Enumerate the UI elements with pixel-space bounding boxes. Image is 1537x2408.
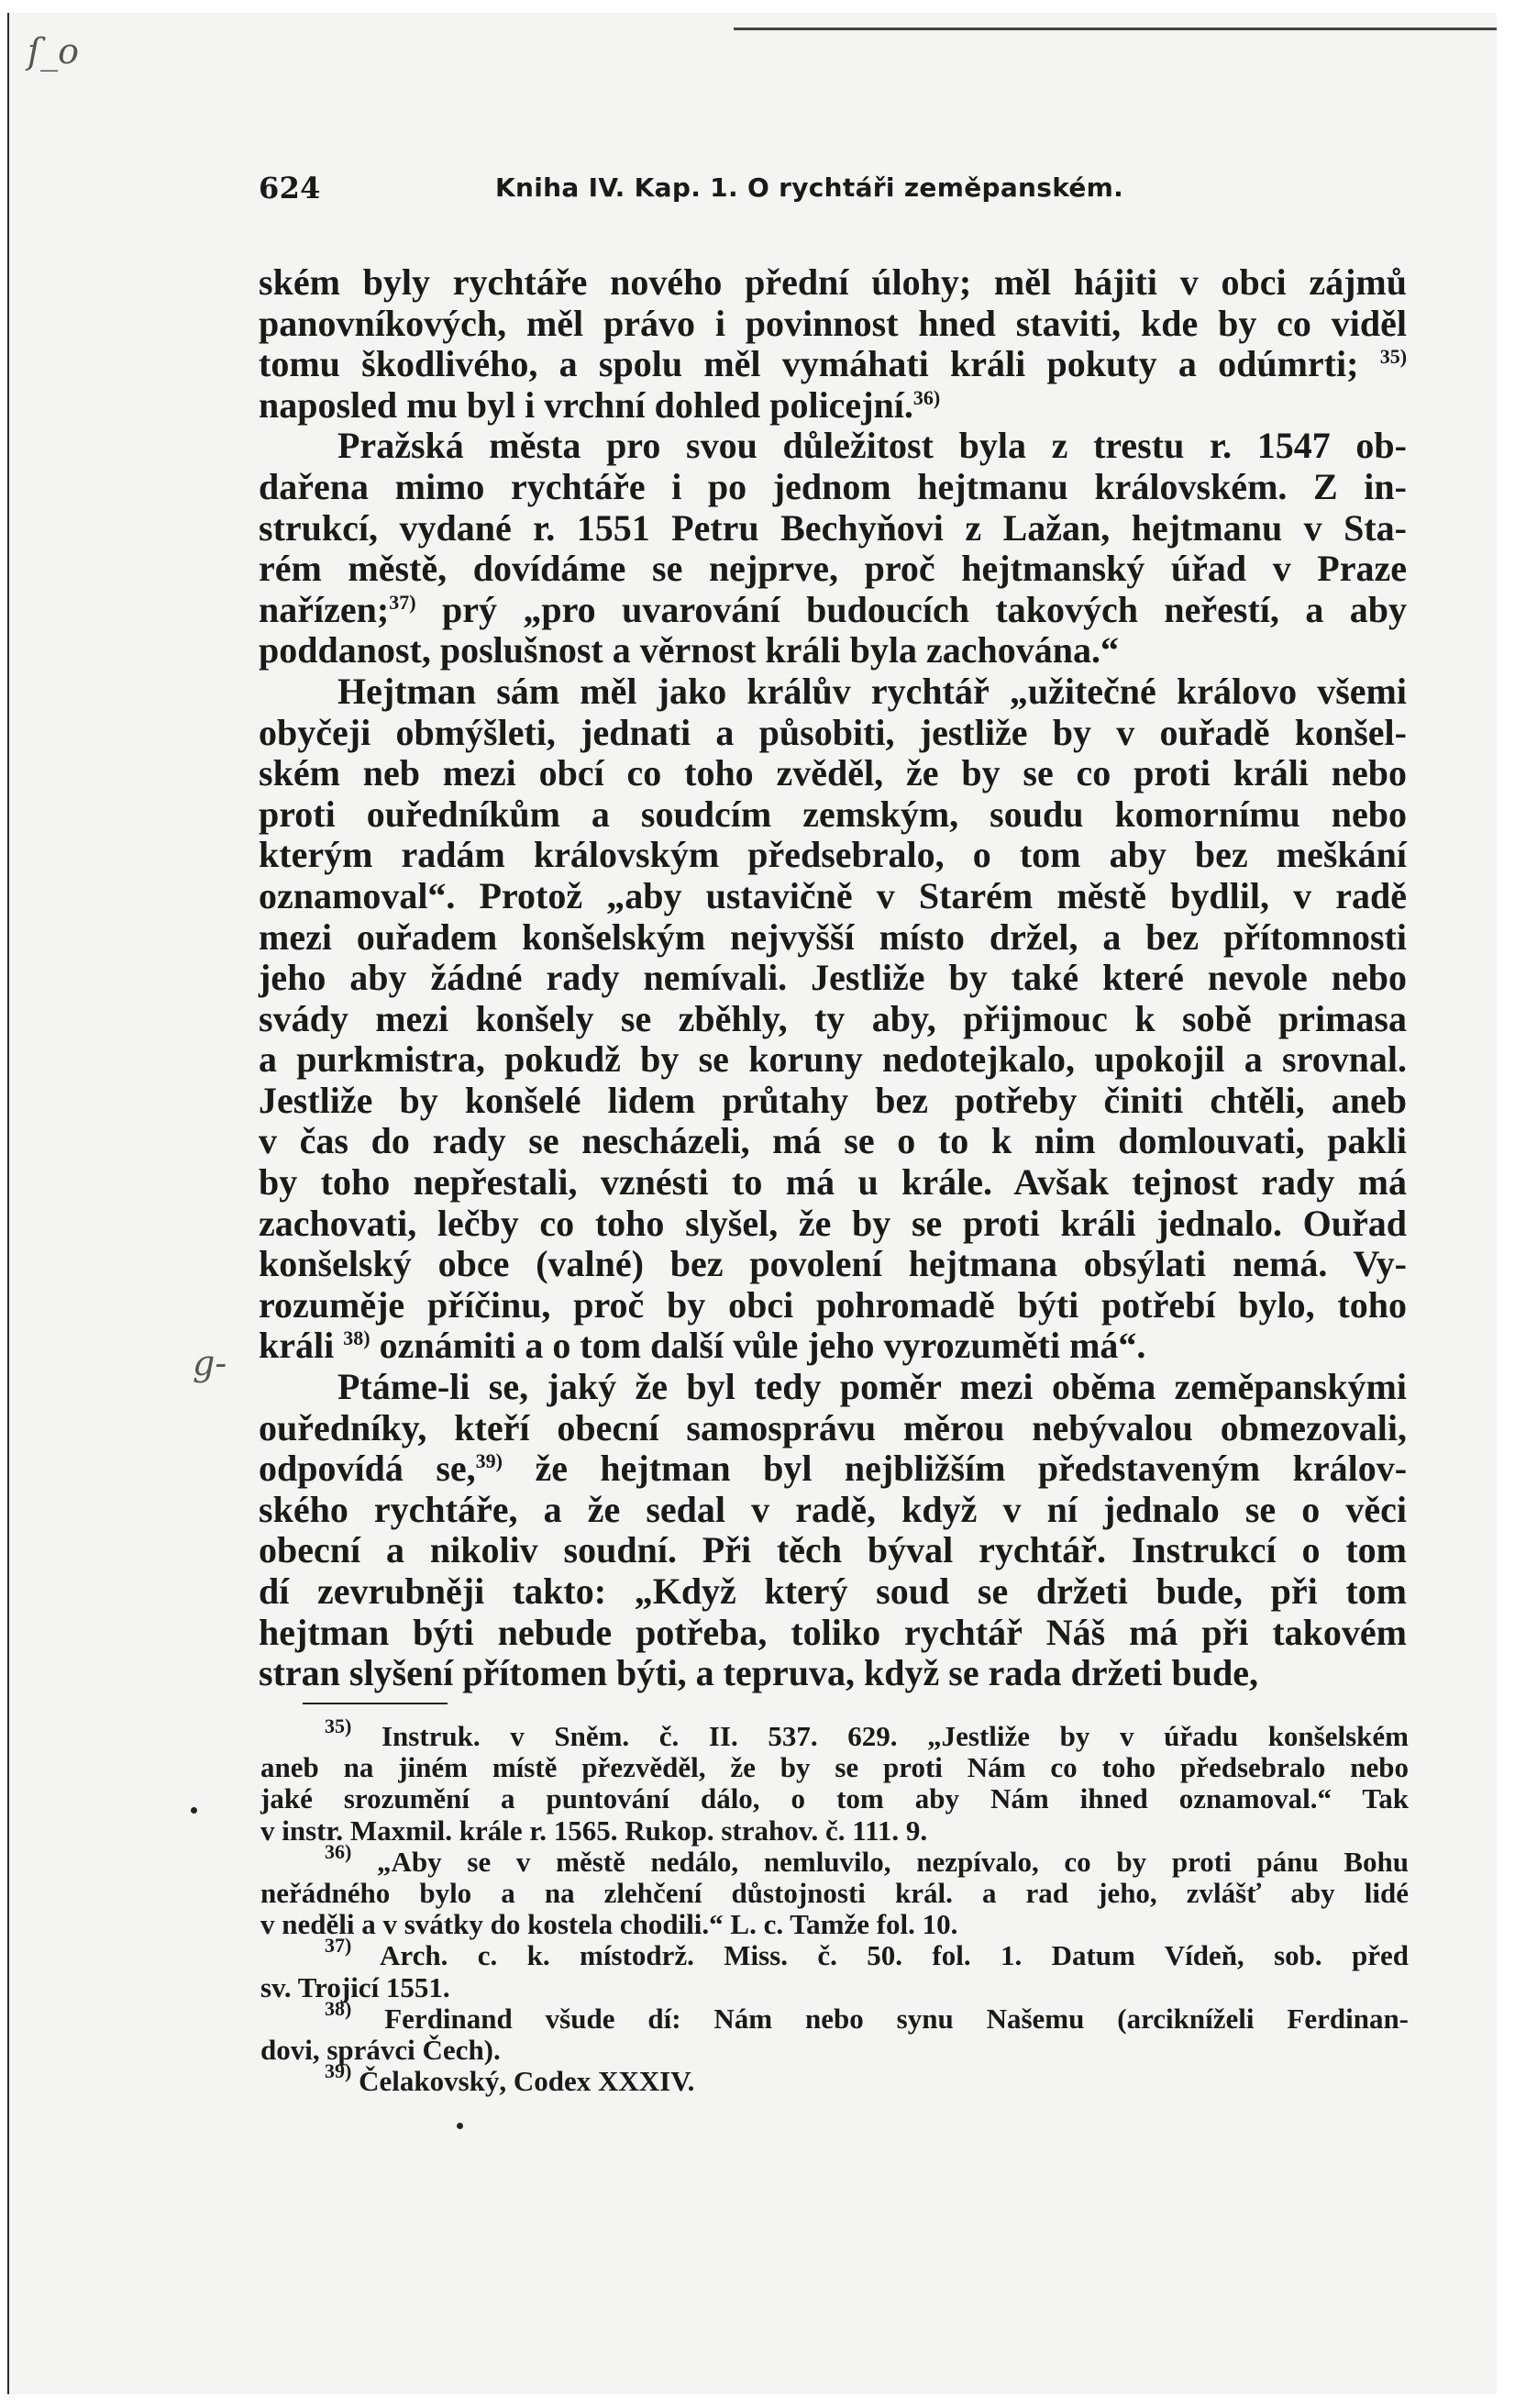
text-line: oznamoval“. Protož „aby ustavičně v Starém městě bydlil, v radě — [259, 874, 1407, 916]
text-line: obecní a nikoliv soudní. Při těch býval rychtář. Instrukcí o tom — [259, 1529, 1407, 1571]
text-line — [259, 385, 1407, 427]
footnote-line: neřádného bylo a na zlehčení důstojnosti král. a rad jeho, zvlášť aby lidé — [260, 1877, 1409, 1910]
footnote-number: 39) — [325, 2059, 352, 2083]
text-line — [259, 344, 1407, 385]
paragraph — [259, 1367, 1407, 1694]
text-line: zachovati, lečby co toho slyšel, že by se proti králi jednalo. Ouřad — [259, 1202, 1407, 1244]
text-line — [259, 1448, 1407, 1490]
footnote — [260, 1934, 1410, 2003]
footnote-line: aneb na jiném místě přezvěděl, že by se proti Nám co toho předsebralo nebo — [260, 1751, 1409, 1784]
footnote-line: jaké srozumění a puntování dálo, o tom aby Nám ihned oznamoval.“ Tak — [260, 1782, 1409, 1815]
footnote-line: v instr. Maxmil. krále r. 1565. Rukop. strahov. č. 111. 9. — [260, 1814, 928, 1847]
footnote-ref: 38) — [343, 1326, 370, 1350]
text-line: ouředníky, kteří obecní samosprávu měrou nebývalou obmezovali, — [259, 1406, 1407, 1448]
text-line: stran slyšení přítomen býti, a tepruva, když se rada držeti bude, — [259, 1652, 1258, 1694]
footnote-number: 38) — [325, 1996, 352, 2020]
margin-note-mid-left: g- — [193, 1343, 227, 1383]
page-right-margin — [1497, 0, 1537, 2408]
footnote-line — [260, 1934, 1410, 1972]
text-line — [259, 1326, 1407, 1367]
footnote-number: 36) — [325, 1839, 352, 1863]
footnote-line: v neděli a v svátky do kostela chodili.“ L. c. Tamže fol. 10. — [260, 1908, 958, 1941]
text-line: jeho aby žádné rady nemívali. Jestliže by také které nevole nebo — [259, 957, 1407, 999]
text-segment: Čelakovský, Codex XXXIV. — [359, 2065, 695, 2098]
footnote-number: 37) — [325, 1934, 352, 1958]
text-line: dařena mimo rychtáře i po jednom hejtmanu královském. Z in- — [259, 465, 1407, 507]
text-segment: oznámiti a o tom další vůle jeho vyrozuměti má“. — [379, 1325, 1146, 1367]
book-page — [7, 13, 1497, 2394]
footnote — [260, 2059, 1409, 2098]
text-line: Hejtman sám měl jako králův rychtář „užitečné královo všemi — [337, 670, 1407, 712]
footnote-line: dovi, správci Čech). — [260, 2034, 501, 2067]
ink-speck — [457, 2123, 463, 2129]
text-line: rozuměje příčinu, proč by obci pohromadě býti potřebí bylo, toho — [259, 1283, 1407, 1326]
text-line: Pražská města pro svou důležitost byla z trestu r. 1547 ob- — [337, 425, 1407, 467]
ink-speck — [191, 1807, 197, 1814]
text-line: proti ouředníkům a soudcím zemským, soudu komornímu nebo — [259, 793, 1407, 835]
margin-note-top-left: ſ_o — [28, 31, 79, 72]
text-segment: že hejtman byl nejbližším představeným králov- — [535, 1448, 1408, 1490]
footnote-ref: 35) — [1379, 345, 1408, 369]
text-segment: Ferdinand všude dí: Nám nebo synu Našemu (arcikníželi Ferdinan- — [384, 2002, 1410, 2035]
text-segment: odpovídá se, — [259, 1448, 476, 1490]
text-line: kterým radám královským předsebralo, o tom aby bez meškání — [259, 834, 1407, 876]
text-line: ském byly rychtáře nového přední úlohy; měl hájiti v obci zájmů — [259, 261, 1407, 303]
footnote-ref: 36) — [912, 385, 941, 409]
text-line: by toho nepřestali, vznésti to má u krále. Avšak tejnost rady má — [259, 1161, 1407, 1204]
text-segment: králi — [259, 1325, 335, 1367]
text-line: v čas do rady se nescházeli, má se o to k nim domlouvati, pakli — [259, 1120, 1407, 1162]
text-line: hejtman býti nebude potřeba, toliko rychtář Náš má při takovém — [259, 1611, 1407, 1653]
text-line: panovníkových, měl právo i povinnost hned staviti, kde by co viděl — [259, 302, 1407, 344]
text-line: dí zevrubněji takto: „Když který soud se držeti bude, při tom — [259, 1570, 1407, 1612]
paragraph — [259, 426, 1407, 671]
top-edge-rule — [734, 28, 1504, 30]
text-line — [259, 590, 1407, 631]
text-line: mezi ouřadem konšelským nejvyšší místo držel, a bez přítomnosti — [259, 915, 1407, 958]
text-segment: Instruk. v Sněm. č. II. 537. 629. „Jestliže by v úřadu konšelském — [381, 1720, 1410, 1752]
text-segment: prý „pro uvarování budoucích takových neřestí, a aby — [441, 588, 1408, 630]
text-line: ského rychtáře, a že sedal v radě, když v ní jednalo se o věci — [259, 1488, 1407, 1530]
text-line: rém městě, dovídáme se nejprve, proč hejtmanský úřad v Praze — [259, 548, 1407, 590]
footnotes — [260, 1714, 1410, 2098]
text-line: strukcí, vydané r. 1551 Petru Bechyňovi z Lažan, hejtmanu v Sta- — [259, 506, 1407, 549]
text-line: poddanost, poslušnost a věrnost králi byla zachována.“ — [259, 629, 1119, 671]
footnote-line — [260, 2059, 1409, 2098]
text-line: Jestliže by konšelé lidem průtahy bez potřeby činiti chtěli, aneb — [259, 1079, 1407, 1121]
footnote-ref: 37) — [389, 590, 416, 614]
paragraph — [259, 262, 1407, 426]
text-segment: tomu škodlivého, a spolu měl vymáhati králi pokuty a odúmrti; — [259, 343, 1359, 385]
body-text — [259, 262, 1407, 1694]
footnote-separator — [303, 1703, 448, 1704]
text-line: a purkmistra, pokudž by se koruny nedotejkalo, upokojil a srovnal. — [259, 1038, 1407, 1081]
footnote-line — [260, 1996, 1410, 2035]
page-number: 624 — [259, 171, 321, 205]
footnote-line: sv. Trojicí 1551. — [260, 1970, 450, 2003]
footnote-line — [260, 1714, 1410, 1752]
footnote-line — [260, 1839, 1410, 1878]
text-line: ském neb mezi obcí co toho zvěděl, že by se co proti králi nebo — [259, 752, 1407, 794]
text-segment: „Aby se v městě nedálo, nemluvilo, nezpívalo, co by proti pánu Bohu — [377, 1845, 1410, 1878]
text-line: Ptáme-li se, jaký že byl tedy poměr mezi oběma zeměpanskými — [337, 1366, 1407, 1408]
text-line: obyčeji obmýšleti, jednati a působiti, jestliže by v ouřadě konšel- — [259, 711, 1407, 753]
footnote — [260, 1714, 1410, 1847]
footnote — [260, 1996, 1410, 2067]
paragraph — [259, 671, 1407, 1367]
footnote-ref: 39) — [475, 1449, 503, 1473]
text-segment: naposled mu byl i vrchní dohled policejní. — [259, 383, 913, 426]
footnote-number: 35) — [325, 1714, 352, 1737]
text-line: svády mezi konšely se zběhly, ty aby, přijmouc k sobě primasa — [259, 997, 1407, 1039]
text-segment: nařízen; — [259, 588, 390, 630]
text-line: konšelský obce (valné) bez povolení hejtmana obsýlati nemá. Vy- — [259, 1243, 1407, 1285]
footnote — [260, 1839, 1410, 1941]
text-segment: Arch. c. k. místodrž. Miss. č. 50. fol. 1. Datum Vídeň, sob. před — [380, 1939, 1410, 1972]
chapter-title: Kniha IV. Kap. 1. O rychtáři zeměpanském. — [495, 172, 1124, 203]
